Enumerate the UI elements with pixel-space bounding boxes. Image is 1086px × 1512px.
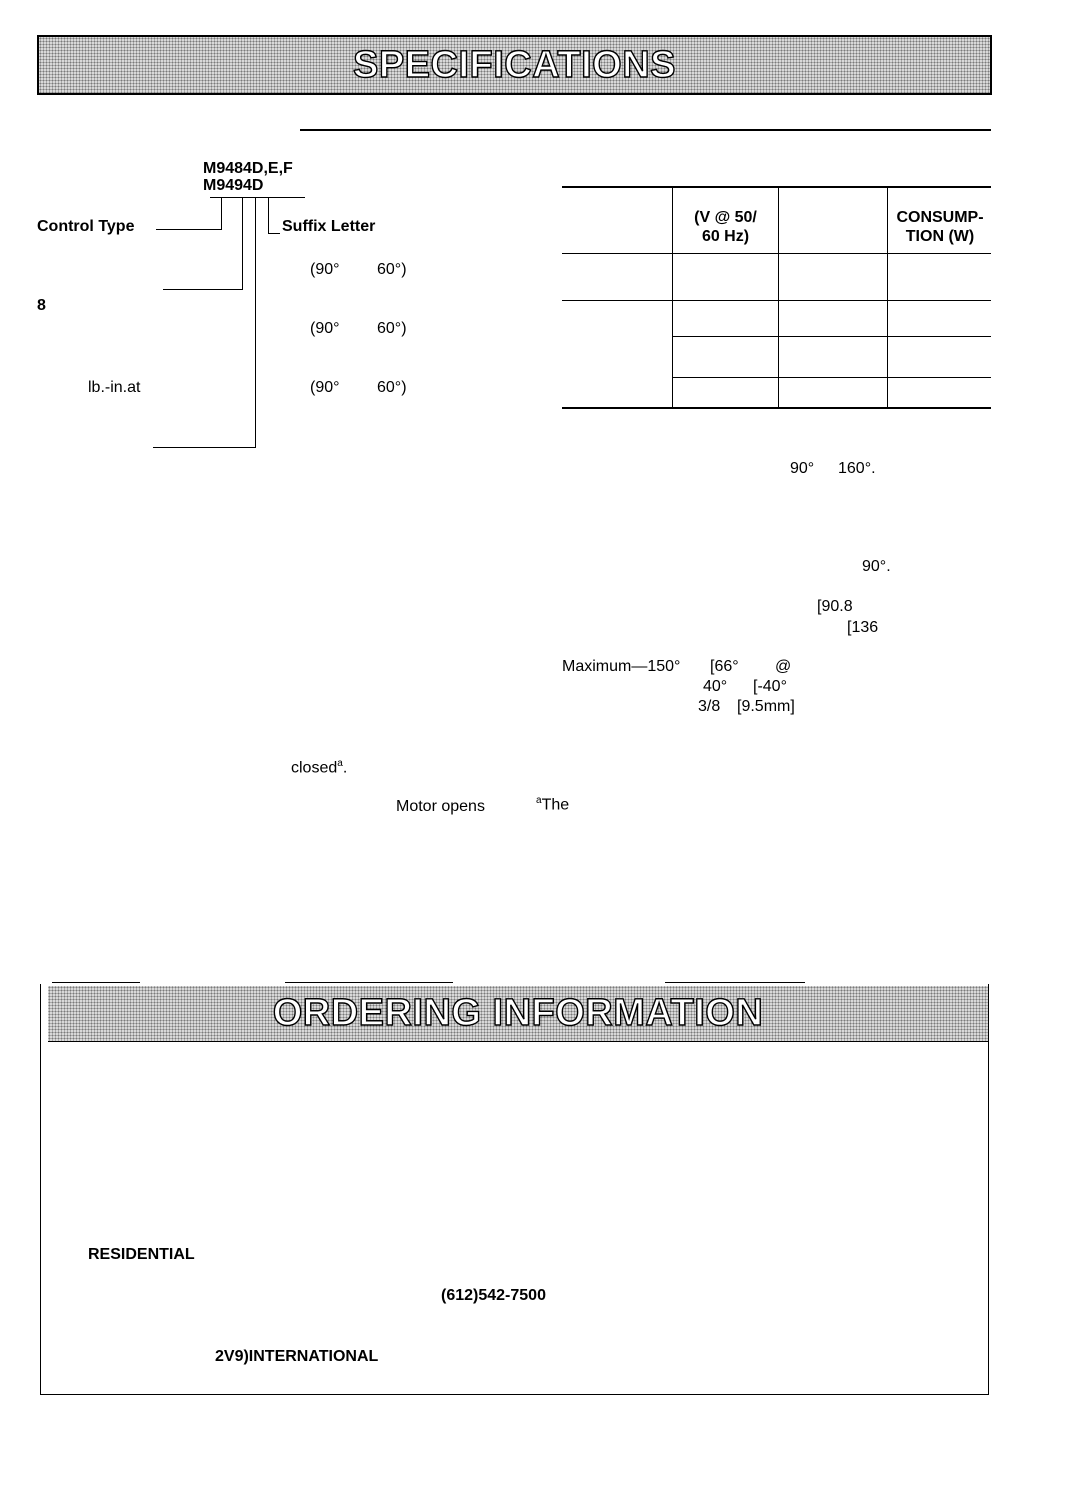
- torque-label: lb.-in.at: [88, 379, 141, 396]
- table-bottom-border: [562, 407, 991, 409]
- model-number-2: M9494D: [203, 177, 264, 194]
- closed-footnote-mark: a: [337, 758, 343, 769]
- stroke-note-3a: (90°: [310, 379, 340, 396]
- order-box-top-seg-2: [285, 982, 453, 983]
- suffix-riser-2: [255, 198, 256, 448]
- stroke-note-1b: 60°): [377, 261, 407, 278]
- leader-2: [153, 447, 256, 448]
- stroke-range-a: 90°: [790, 460, 815, 477]
- leader-1: [163, 289, 243, 290]
- suffix-letter-label: Suffix Letter: [282, 218, 376, 235]
- phone-number: (612)542-7500: [441, 1287, 546, 1304]
- torque-bracket-1: [90.8: [817, 598, 853, 615]
- ordering-title: ORDERING INFORMATION: [272, 992, 764, 1034]
- ordering-banner: [48, 986, 988, 1042]
- suffix-riser-1: [242, 198, 243, 290]
- closed-note: closed$^a$.: [291, 758, 348, 777]
- stroke-alt: 90°.: [862, 558, 891, 575]
- shaft-size-mm: [9.5mm]: [737, 698, 795, 715]
- temp-max: Maximum—150°: [562, 658, 681, 675]
- specifications-title: SPECIFICATIONS: [353, 43, 676, 86]
- header-voltage: (V @ 50/ 60 Hz): [694, 209, 757, 245]
- control-type-leader: [156, 229, 222, 230]
- table-top-border: [562, 186, 991, 188]
- table-row-2: [562, 300, 991, 301]
- control-type-riser: [221, 198, 222, 230]
- model-number-1: M9484D,E,F: [203, 160, 293, 177]
- specifications-banner: [37, 35, 992, 95]
- suffix-hook: [268, 233, 280, 234]
- temp-max-c: [66°: [710, 658, 739, 675]
- suffix-riser-3: [268, 198, 269, 234]
- stroke-note-2b: 60°): [377, 320, 407, 337]
- international-label: 2V9)INTERNATIONAL: [215, 1348, 379, 1365]
- digit-eight: 8: [37, 297, 46, 314]
- table-row-3: [672, 336, 991, 337]
- section-rule: [300, 129, 991, 131]
- stroke-range-b: 160°.: [838, 460, 876, 477]
- header-power-consumption: CONSUMP- TION (W): [896, 209, 984, 245]
- stroke-note-1a: (90°: [310, 261, 340, 278]
- control-type-label: Control Type: [37, 218, 135, 235]
- temp-min: 40°: [703, 678, 728, 695]
- model-underline: [210, 197, 305, 198]
- table-row-1: [562, 253, 991, 254]
- motor-opens-note: Motor opens: [396, 798, 485, 815]
- ordering-box: [40, 984, 989, 1395]
- temp-at: @: [775, 658, 792, 675]
- temp-min-c: [-40°: [753, 678, 787, 695]
- footnote-mark: a: [536, 795, 542, 806]
- footnote-text: The: [541, 796, 570, 814]
- stroke-note-2a: (90°: [310, 320, 340, 337]
- table-col-2: [778, 187, 779, 408]
- order-box-top-seg-3: [665, 982, 805, 983]
- table-row-4: [672, 377, 991, 378]
- shaft-size-in: 3/8: [698, 698, 721, 715]
- torque-bracket-2: [136: [847, 619, 879, 636]
- footnote-the: [536, 795, 569, 814]
- order-box-top-seg-1: [52, 982, 140, 983]
- stroke-note-3b: 60°): [377, 379, 407, 396]
- residential-label: RESIDENTIAL: [88, 1246, 195, 1263]
- closed-text: closed: [291, 759, 338, 777]
